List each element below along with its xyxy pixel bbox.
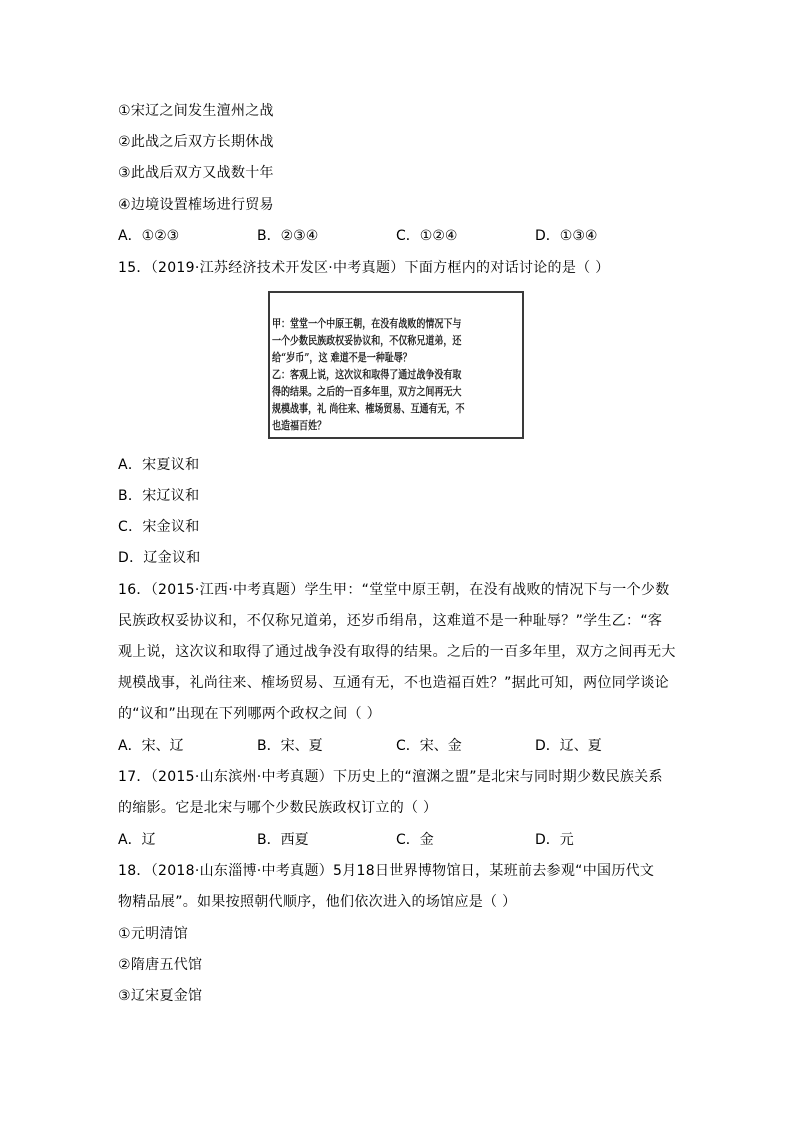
q15-stem: 15．（2019·江苏经济技术开发区·中考真题）下面方框内的对话讨论的是（ ）	[118, 260, 610, 276]
quote-line: 得的结果。之后的一百多年里，双方之间再无大	[272, 385, 462, 398]
q17-option-a[interactable]: A．辽	[118, 832, 156, 848]
q17-stem-line: 17．（2015·山东滨州·中考真题）下历史上的“澶渊之盟”是北宋与同时期少数民族关系	[118, 769, 663, 785]
q18-item-2: ②隋唐五代馆	[118, 957, 203, 973]
quote-line: 甲：堂堂一个中原王朝，在没有战败的情况下与	[272, 317, 462, 330]
q15-option-c[interactable]: C．宋金议和	[118, 519, 200, 535]
q14-option-a[interactable]: A．①②③	[118, 228, 180, 244]
q18-item-1: ①元明清馆	[118, 926, 189, 942]
q14-option-b[interactable]: B．②③④	[257, 228, 319, 244]
q14-item-3: ③此战后双方又战数十年	[118, 165, 274, 181]
q14-item-1: ①宋辽之间发生澶州之战	[118, 103, 274, 119]
q14-option-c[interactable]: C．①②④	[396, 228, 458, 244]
q16-stem-line: 规模战事，礼尚往来、榷场贸易、互通有无，不也造福百姓？”据此可知，两位同学谈论	[118, 675, 669, 691]
q17-option-c[interactable]: C．金	[396, 832, 434, 848]
q16-option-c[interactable]: C．宋、金	[396, 738, 462, 754]
q15-quote-image	[268, 291, 524, 439]
q16-option-a[interactable]: A．宋、辽	[118, 738, 184, 754]
q14-option-d[interactable]: D．①③④	[535, 228, 598, 244]
quote-line: 乙：客观上说，这次议和取得了通过战争没有取	[272, 368, 462, 381]
q16-stem-line: 16．（2015·江西·中考真题）学生甲：“堂堂中原王朝，在没有战败的情况下与一个少数	[118, 582, 670, 598]
q18-item-3: ③辽宋夏金馆	[118, 988, 203, 1004]
q17-option-b[interactable]: B．西夏	[257, 832, 309, 848]
q16-option-d[interactable]: D．辽、夏	[535, 738, 602, 754]
q17-option-d[interactable]: D．元	[535, 832, 574, 848]
q15-option-a[interactable]: A．宋夏议和	[118, 457, 200, 473]
quote-line: 一个少数民族政权妥协议和，不仅称兄道弟，还	[272, 334, 462, 347]
q16-stem-line: 民族政权妥协议和，不仅称兄道弟，还岁币绢帛，这难道不是一种耻辱？”学生乙：“客	[118, 613, 663, 629]
quote-line: 规模战事，礼 尚往来、榷场贸易、互通有无，不	[272, 402, 465, 415]
q14-item-4: ④边境设置榷场进行贸易	[118, 197, 274, 213]
q15-option-d[interactable]: D．辽金议和	[118, 550, 201, 566]
q16-stem-line: 的“议和”出现在下列哪两个政权之间（ ）	[118, 706, 381, 722]
q18-stem-line: 物精品展”。如果按照朝代顺序，他们依次进入的场馆应是（ ）	[118, 894, 517, 910]
q16-stem-line: 观上说，这次议和取得了通过战争没有取得的结果。之后的一百多年里，双方之间再无大	[118, 644, 676, 660]
q17-stem-line: 的缩影。它是北宋与哪个少数民族政权订立的（ ）	[118, 800, 438, 816]
q15-option-b[interactable]: B．宋辽议和	[118, 488, 200, 504]
q16-option-b[interactable]: B．宋、夏	[257, 738, 323, 754]
q14-item-2: ②此战之后双方长期休战	[118, 134, 274, 150]
q18-stem-line: 18．（2018·山东淄博·中考真题）5月18日世界博物馆日，某班前去参观“中国历代文	[118, 863, 655, 879]
quote-line: 给“岁币”，这 难道不是一种耻辱？	[272, 351, 412, 364]
quote-line: 也造福百姓？	[272, 419, 327, 432]
